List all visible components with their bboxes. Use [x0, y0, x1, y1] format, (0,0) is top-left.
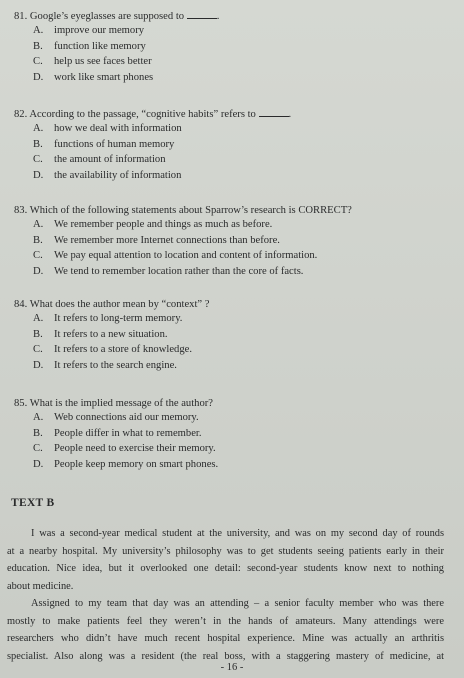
option-letter: D. [33, 71, 44, 83]
passage-line: Assigned to my team that day was an attending – a senior faculty member who was there [31, 598, 444, 609]
question-number: 82. [14, 109, 28, 120]
passage-line: researchers who didn’t have much recent hospital experience. Mine was actually an arthritis [7, 633, 444, 644]
option-text: how we deal with information [54, 123, 182, 134]
question-stem [14, 10, 454, 23]
option-b [33, 233, 454, 249]
option-letter: A. [33, 219, 44, 230]
passage-line: specialist. Also along was a resident (the real boss, with a staggering mastery of medicine, at [7, 650, 444, 662]
passage-line: about medicine. [7, 580, 74, 592]
option-text: the amount of information [54, 154, 166, 166]
option-b [33, 327, 454, 343]
option-text: We pay equal attention to location and content of information. [54, 250, 318, 262]
option-letter: C. [33, 250, 43, 262]
passage-line: mostly to make patients feel they weren’t in the hands of amateurs. Many attendings were [7, 615, 444, 627]
option-c [33, 441, 454, 457]
stem-end: . [288, 109, 292, 120]
section-title: TEXT B [11, 497, 55, 509]
option-d [33, 168, 454, 184]
option-a [33, 410, 454, 426]
option-text: the availability of information [54, 169, 182, 181]
option-letter: A. [33, 25, 44, 36]
option-text: We remember more Internet connections than before. [54, 234, 280, 246]
option-text: Web connections aid our memory. [54, 412, 199, 423]
answer-blank [259, 108, 289, 117]
option-text: work like smart phones [54, 71, 154, 83]
stem-text: Google’s eyeglasses are supposed to [29, 11, 185, 22]
option-letter: D. [33, 265, 44, 277]
option-text: improve our memory [54, 25, 145, 36]
option-letter: A. [33, 412, 44, 423]
option-text: It refers to the search engine. [54, 359, 177, 371]
option-text: It refers to a store of knowledge. [54, 344, 192, 356]
stem-text: What does the author mean by “context” ? [29, 299, 210, 310]
option-letter: B. [33, 138, 43, 150]
passage-line: I was a second-year medical student at the university, and was on my second day of rounds [31, 528, 444, 539]
option-c [33, 152, 454, 168]
option-a [33, 23, 454, 39]
question-number: 83. [14, 205, 28, 216]
option-letter: B. [33, 40, 43, 52]
option-b [33, 426, 454, 442]
option-a [33, 121, 454, 137]
option-letter: A. [33, 313, 44, 324]
page-number: - 16 - [220, 662, 244, 673]
option-c [33, 54, 454, 70]
option-d [33, 70, 454, 86]
option-text: We remember people and things as much as before. [54, 219, 273, 230]
stem-text: What is the implied message of the author? [29, 398, 213, 409]
stem-text: Which of the following statements about Sparrow’s research is CORRECT? [29, 205, 352, 216]
option-letter: A. [33, 123, 44, 134]
option-text: It refers to a new situation. [54, 328, 168, 340]
question-number: 84. [14, 299, 28, 310]
passage-paragraph-2 [7, 595, 444, 665]
question-number: 85. [14, 398, 28, 409]
option-text: People need to exercise their memory. [54, 443, 216, 455]
option-b [33, 39, 454, 55]
option-text: help us see faces better [54, 56, 152, 68]
stem-text: According to the passage, “cognitive habits” refers to [29, 109, 256, 120]
option-text: People keep memory on smart phones. [54, 458, 219, 470]
option-letter: D. [33, 458, 44, 470]
answer-blank [187, 10, 217, 19]
option-letter: D. [33, 359, 44, 371]
option-d [33, 264, 454, 280]
passage-line: at a nearby hospital. My university’s philosophy was to get students seeing patients early in their [7, 545, 444, 557]
question-83 [14, 204, 454, 279]
option-letter: B. [33, 328, 43, 340]
option-letter: B. [33, 427, 43, 439]
question-82 [14, 108, 454, 183]
option-b [33, 137, 454, 153]
option-d [33, 457, 454, 473]
question-stem [14, 108, 454, 121]
stem-end: . [216, 11, 220, 22]
option-c [33, 342, 454, 358]
question-85 [14, 397, 454, 472]
option-text: People differ in what to remember. [54, 427, 202, 439]
option-letter: C. [33, 443, 43, 455]
option-text: functions of human memory [54, 138, 175, 150]
question-stem [14, 397, 454, 410]
option-c [33, 248, 454, 264]
option-letter: C. [33, 56, 43, 68]
option-text: function like memory [54, 40, 146, 52]
option-text: We tend to remember location rather than the core of facts. [54, 265, 304, 277]
question-stem [14, 204, 454, 217]
question-number: 81. [14, 11, 28, 22]
option-letter: C. [33, 344, 43, 356]
option-text: It refers to long-term memory. [54, 313, 183, 324]
question-81 [14, 10, 454, 85]
question-stem [14, 298, 454, 311]
option-a [33, 217, 454, 233]
option-letter: C. [33, 154, 43, 166]
option-letter: B. [33, 234, 43, 246]
option-letter: D. [33, 169, 44, 181]
passage-line: education. Nice idea, but it overlooked one detail: second-year students know next to nothing [7, 563, 444, 574]
option-d [33, 358, 454, 374]
option-a [33, 311, 454, 327]
passage-paragraph-1 [7, 525, 444, 595]
question-84 [14, 298, 454, 373]
